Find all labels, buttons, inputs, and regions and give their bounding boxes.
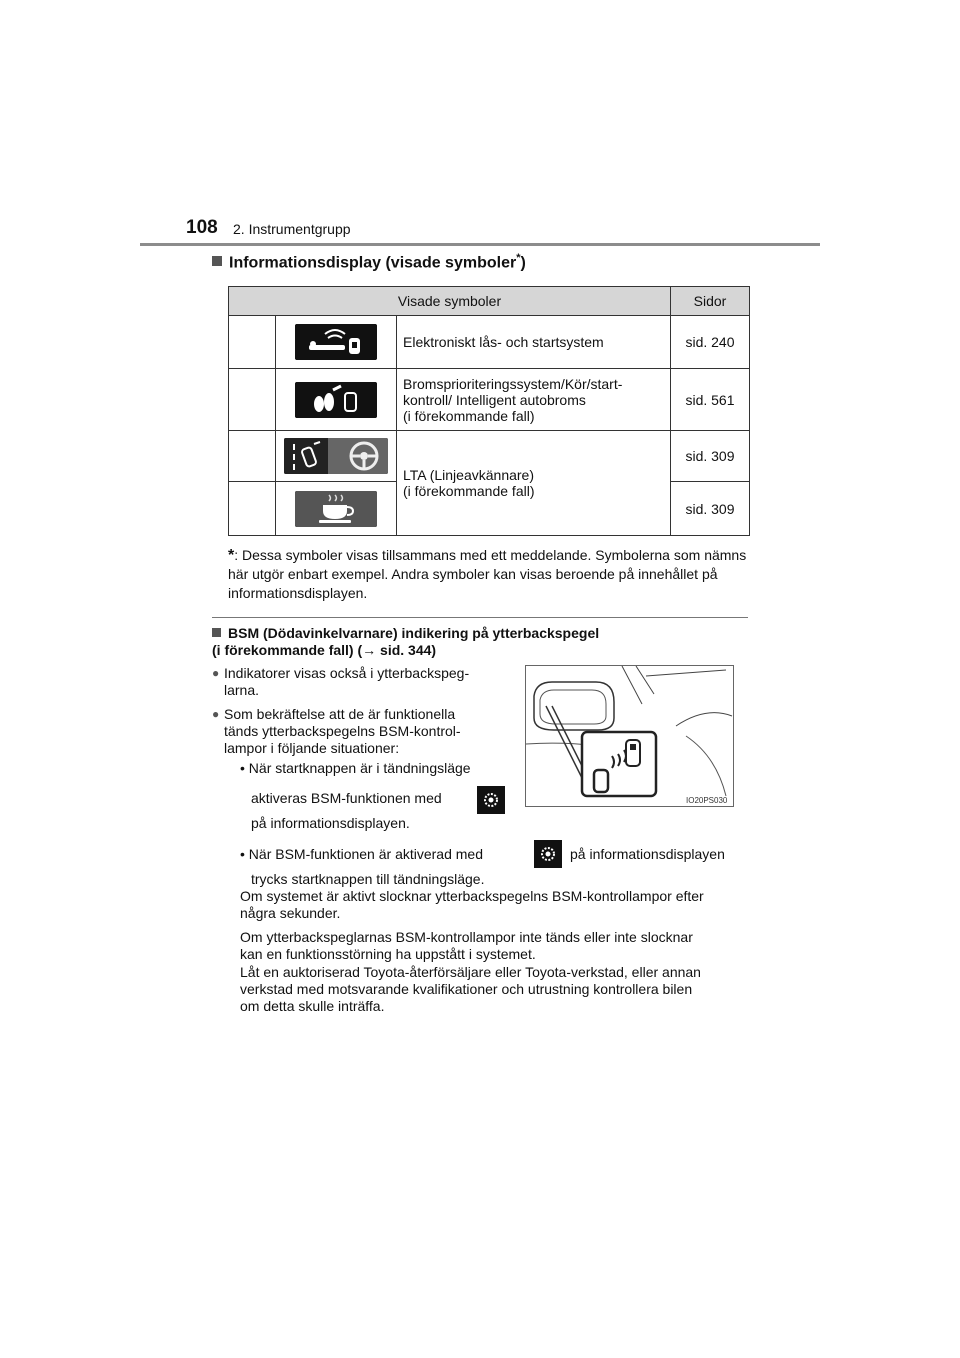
table-cell-page: sid. 309 xyxy=(671,482,750,536)
bsm-bullet-2 xyxy=(212,706,518,757)
bsm-title-line: (i förekommande fall) ( xyxy=(212,642,363,658)
bsm-title xyxy=(212,625,599,659)
table-cell-page: sid. 561 xyxy=(671,369,750,431)
description-line: kontroll/ Intelligent autobroms xyxy=(403,391,586,408)
bullet-line: Indikatorer visas också i ytterbackspeg- xyxy=(224,665,470,681)
description-line: LTA (Linjeavkännare) xyxy=(403,467,534,483)
description-line: (i förekommande fall) xyxy=(403,407,535,424)
brake-pedal-icon xyxy=(295,382,377,418)
table-cell-icon xyxy=(276,482,397,536)
description-line: (i förekommande fall) xyxy=(403,483,535,499)
table-cell-page: sid. 240 xyxy=(671,316,750,369)
table-row xyxy=(229,431,750,482)
table-cell-empty xyxy=(229,482,276,536)
table-cell-icon xyxy=(276,431,397,482)
header-pages: Sidor xyxy=(671,287,750,316)
sub-item-2-post: på informationsdisplayen xyxy=(570,846,725,862)
bullet-line: lampor i följande situationer: xyxy=(224,740,400,756)
footnote-marker: * xyxy=(228,547,235,564)
bullet-line: Som bekräftelse att de är funktionella xyxy=(224,706,456,722)
footnote xyxy=(228,546,748,603)
paragraph-line: Om systemet är aktivt slocknar ytterbackspegelns BSM-kontrollampor efter xyxy=(240,888,704,904)
table-cell-empty xyxy=(229,316,276,369)
table-cell-empty xyxy=(229,431,276,482)
section-title-paren: ) xyxy=(520,254,526,272)
table-cell-page: sid. 309 xyxy=(671,431,750,482)
bsm-title-line: BSM (Dödavinkelvarnare) indikering på ytterbackspegel xyxy=(228,625,600,641)
table-cell-description xyxy=(397,431,671,536)
table-row xyxy=(229,316,750,369)
chapter-title: 2. Instrumentgrupp xyxy=(233,221,351,237)
footnote-text: : Dessa symboler visas tillsammans med ett meddelande. Symbolerna som nämns här utgör enbart exempel. Andra symboler kan visas beroende på innehållet på informationsdisplayen. xyxy=(228,547,747,601)
bsm-paragraph-3 xyxy=(240,964,748,1015)
square-bullet-icon xyxy=(212,628,221,637)
header-symbols: Visade symboler xyxy=(229,287,671,316)
page-number: 108 xyxy=(186,217,218,238)
coffee-cup-icon xyxy=(295,491,377,527)
sub-item-1-line3: på informationsdisplayen. xyxy=(251,815,410,831)
paragraph-line: om detta skulle inträffa. xyxy=(240,998,385,1014)
paragraph-line: kan en funktionsstörning ha uppstått i systemet. xyxy=(240,946,536,962)
table-row xyxy=(229,369,750,431)
sub-item-2-line2: trycks startknappen till tändningsläge. xyxy=(251,871,485,887)
symbol-table xyxy=(228,286,750,536)
paragraph-line: Låt en auktoriserad Toyota-återförsäljare eller Toyota-verkstad, eller annan xyxy=(240,964,701,980)
square-bullet-icon xyxy=(212,256,222,266)
table-cell-description: Elektroniskt lås- och startsystem xyxy=(397,316,671,369)
table-cell-icon xyxy=(276,316,397,369)
section-title-text: Informationsdisplay (visade symboler xyxy=(229,254,517,272)
table-cell-empty xyxy=(229,369,276,431)
bullet-line: larna. xyxy=(224,682,260,698)
bsm-paragraph-2 xyxy=(240,929,748,963)
description-line: Bromsprioriteringssystem/Kör/start- xyxy=(403,375,623,392)
paragraph-line: Om ytterbackspeglarnas BSM-kontrollampor inte tänds eller inte slocknar xyxy=(240,929,693,945)
table-cell-description xyxy=(397,369,671,431)
bsm-bullet-1 xyxy=(212,665,518,699)
key-signal-icon xyxy=(295,324,377,360)
bsm-mirror-illustration xyxy=(525,665,734,807)
mirror-drawing xyxy=(526,666,733,806)
sub-item-1-line1: • När startknappen är i tändningsläge xyxy=(240,760,471,776)
bsm-paragraph-1 xyxy=(240,888,748,922)
table-cell-icon xyxy=(276,369,397,431)
lane-steering-icon xyxy=(284,438,388,474)
circle-bullet-icon: ● xyxy=(212,666,220,680)
table-header-row xyxy=(229,287,750,316)
section-title-star: * xyxy=(516,252,521,264)
section-divider xyxy=(212,617,748,618)
paragraph-line: verkstad med motsvarande kvalifikationer och utrustning kontrollera bilen xyxy=(240,981,693,997)
paragraph-line: några sekunder. xyxy=(240,905,341,921)
arrow-icon: → xyxy=(362,642,377,658)
sub-item-1-line2: aktiveras BSM-funktionen med xyxy=(251,790,442,806)
bsm-title-page-ref: sid. 344) xyxy=(376,642,437,658)
settings-gear-icon xyxy=(534,840,562,868)
header-divider xyxy=(140,243,820,246)
circle-bullet-icon: ● xyxy=(212,707,220,721)
illustration-code: IO20PS030 xyxy=(686,796,728,805)
sub-item-2-pre: • När BSM-funktionen är aktiverad med xyxy=(240,846,484,862)
bullet-line: tänds ytterbackspegelns BSM-kontrol- xyxy=(224,723,461,739)
settings-gear-icon xyxy=(477,786,505,814)
section-title xyxy=(212,252,526,272)
